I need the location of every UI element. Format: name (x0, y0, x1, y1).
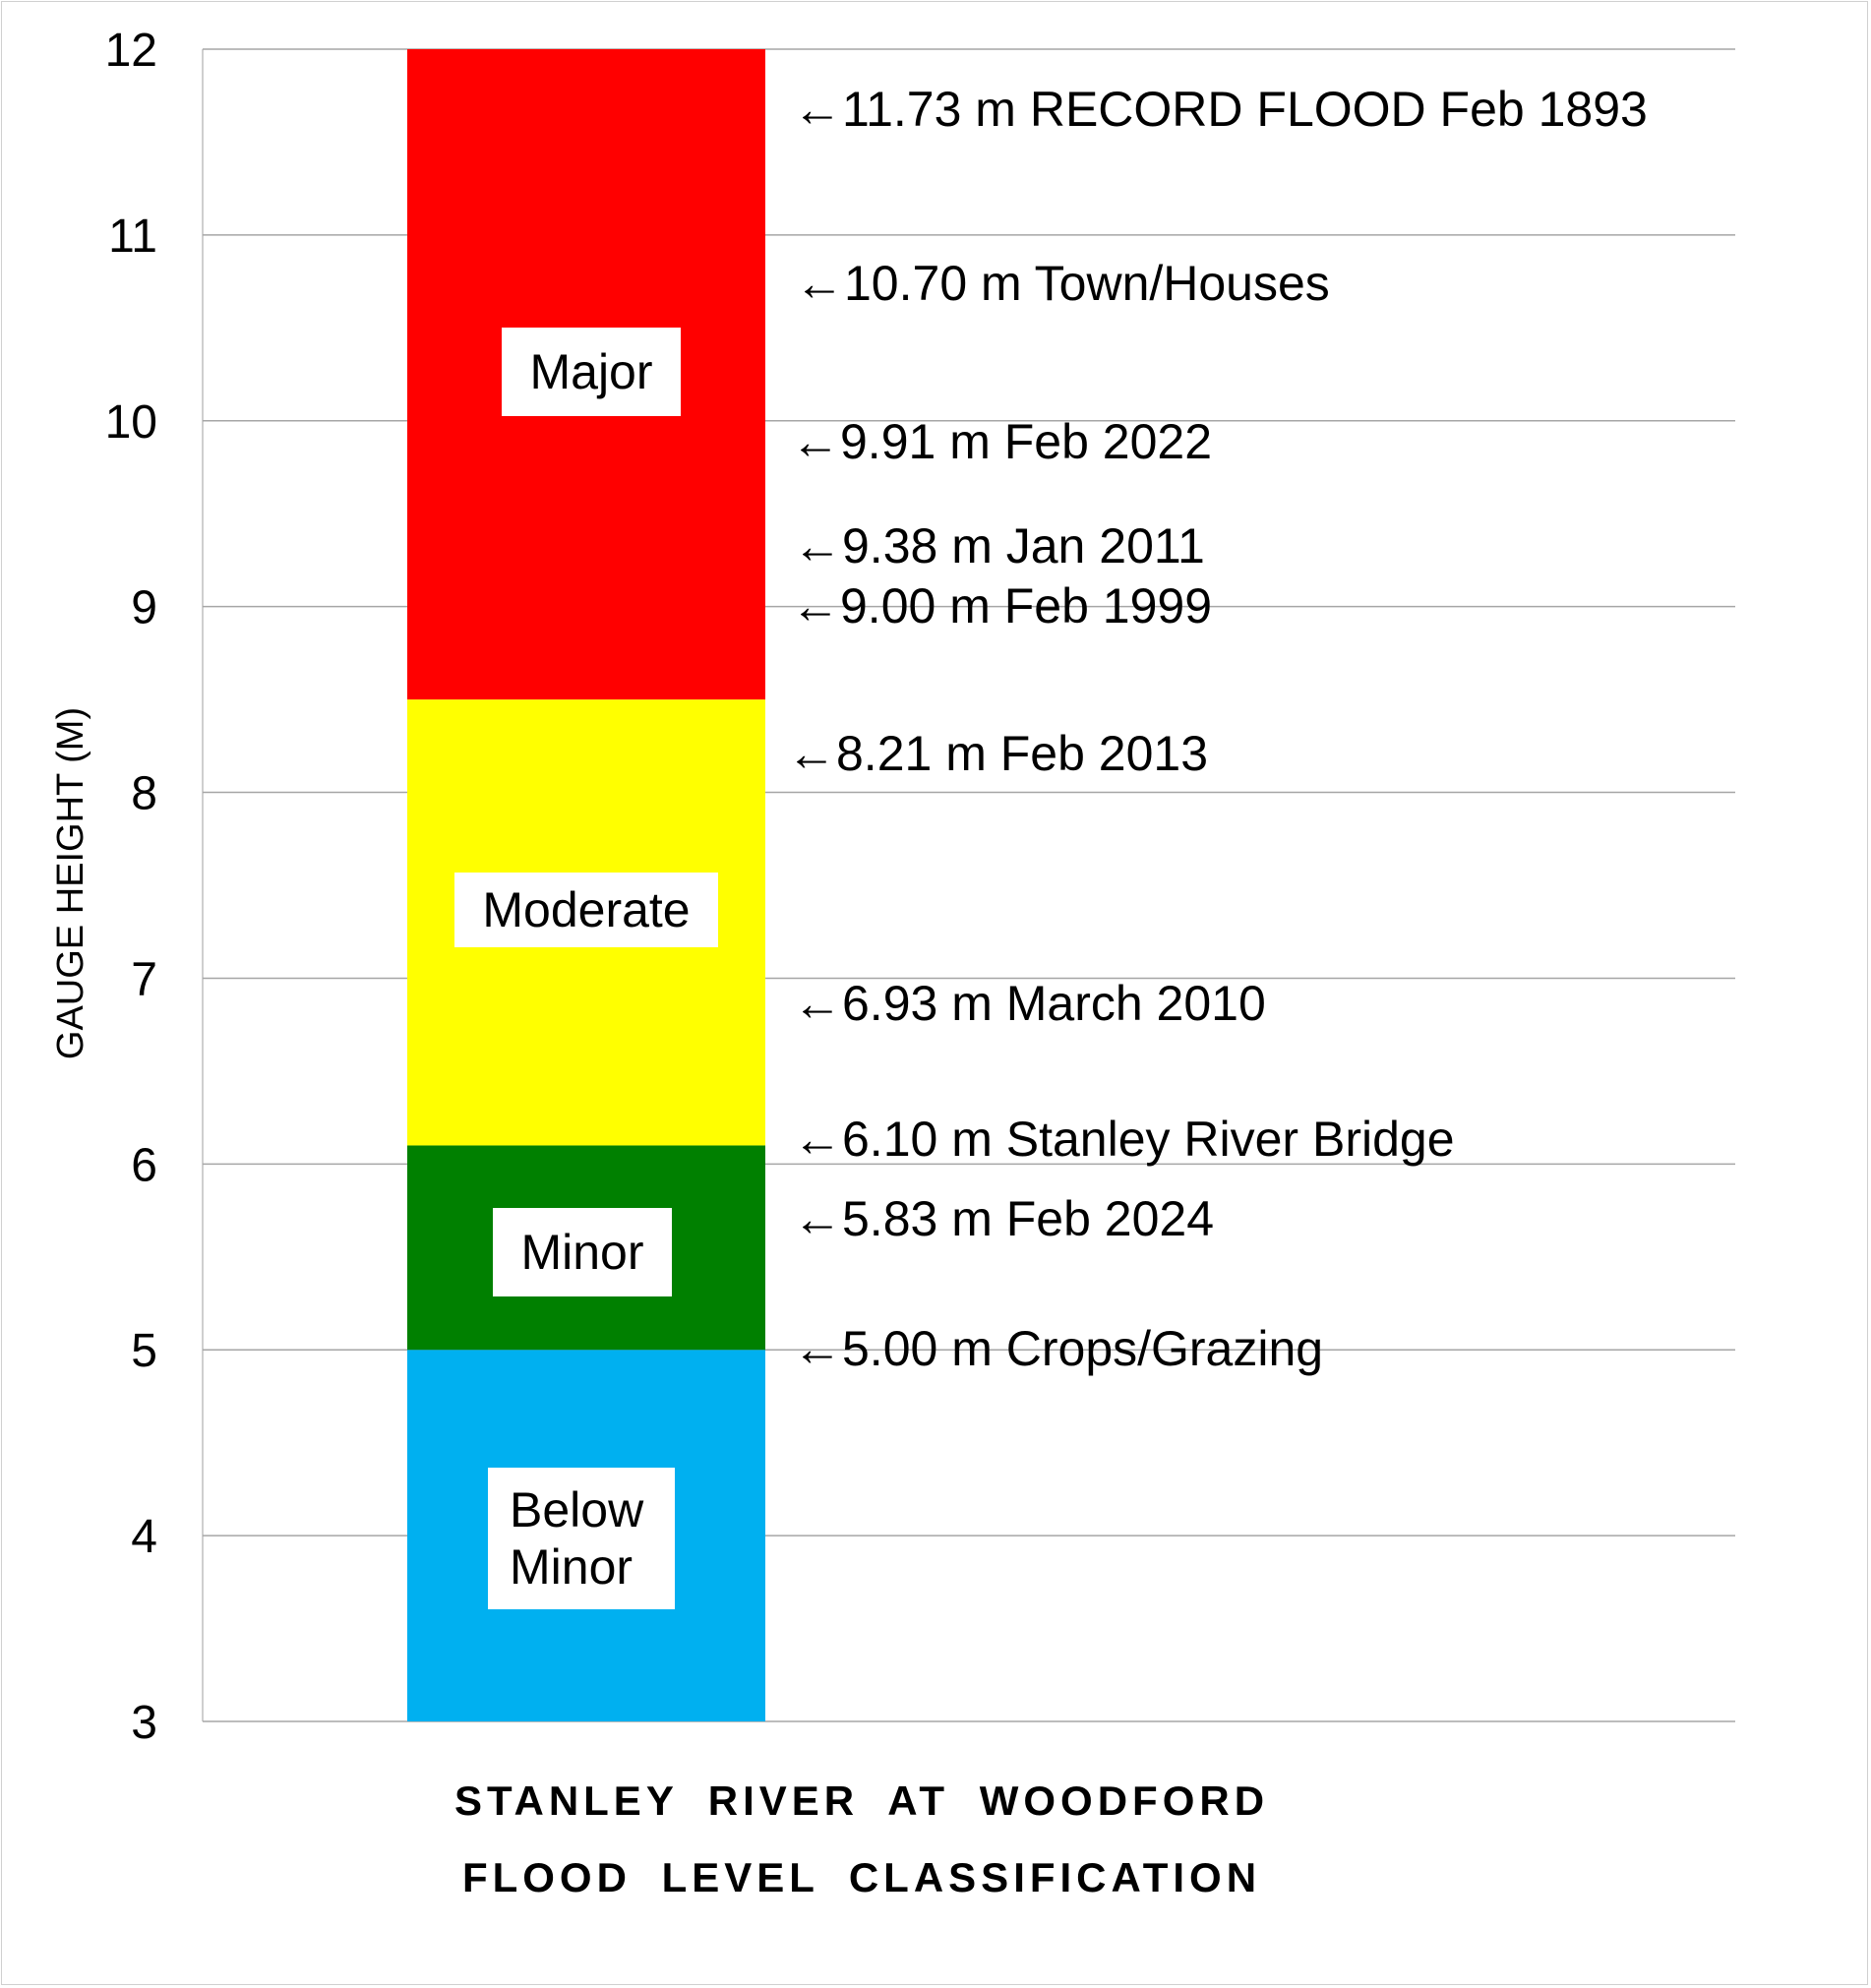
band-label-text: Minor (510, 1539, 634, 1595)
y-tick-label: 6 (131, 1139, 157, 1192)
chart-caption-line-1: STANLEY RIVER AT WOODFORD (453, 1777, 1270, 1824)
band-label-major (502, 328, 681, 416)
band-label-below-minor (488, 1468, 675, 1609)
annotation-label: ←8.21 m Feb 2013 (787, 726, 1209, 781)
annotation-label: ←5.83 m Feb 2024 (793, 1191, 1215, 1246)
band-label-text: Major (529, 344, 653, 399)
y-tick-labels (105, 25, 157, 1749)
y-tick-label: 4 (131, 1511, 157, 1564)
band-label-text: Moderate (482, 882, 691, 937)
annotation-label: ←5.00 m Crops/Grazing (793, 1321, 1324, 1376)
y-tick-label: 5 (131, 1325, 157, 1378)
annotation-label: ←9.00 m Feb 1999 (791, 578, 1213, 633)
chart-caption-line-2: FLOOD LEVEL CLASSIFICATION (461, 1854, 1262, 1900)
y-tick-label: 12 (104, 25, 157, 77)
y-tick-label: 3 (131, 1697, 157, 1749)
flood-annotations (787, 82, 1648, 1376)
band-label-text: Minor (520, 1225, 644, 1280)
annotation-label: ←9.91 m Feb 2022 (791, 414, 1213, 469)
band-label-minor (493, 1208, 672, 1296)
y-axis-label: GAUGE HEIGHT (M) (50, 706, 91, 1060)
annotation-label: ←6.93 m March 2010 (793, 976, 1266, 1031)
y-tick-label: 8 (131, 767, 157, 820)
y-tick-label: 7 (131, 953, 157, 1006)
annotation-label: ←6.10 m Stanley River Bridge (793, 1112, 1455, 1167)
y-tick-label: 11 (108, 210, 157, 263)
band-label-moderate (454, 873, 718, 947)
y-tick-label: 10 (104, 395, 157, 449)
band-label-text: Below (510, 1482, 644, 1537)
annotation-label: ←9.38 m Jan 2011 (793, 518, 1205, 573)
y-tick-label: 9 (131, 581, 157, 634)
annotation-label: ←10.70 m Town/Houses (795, 256, 1330, 311)
annotation-label: ←11.73 m RECORD FLOOD Feb 1893 (793, 82, 1648, 137)
